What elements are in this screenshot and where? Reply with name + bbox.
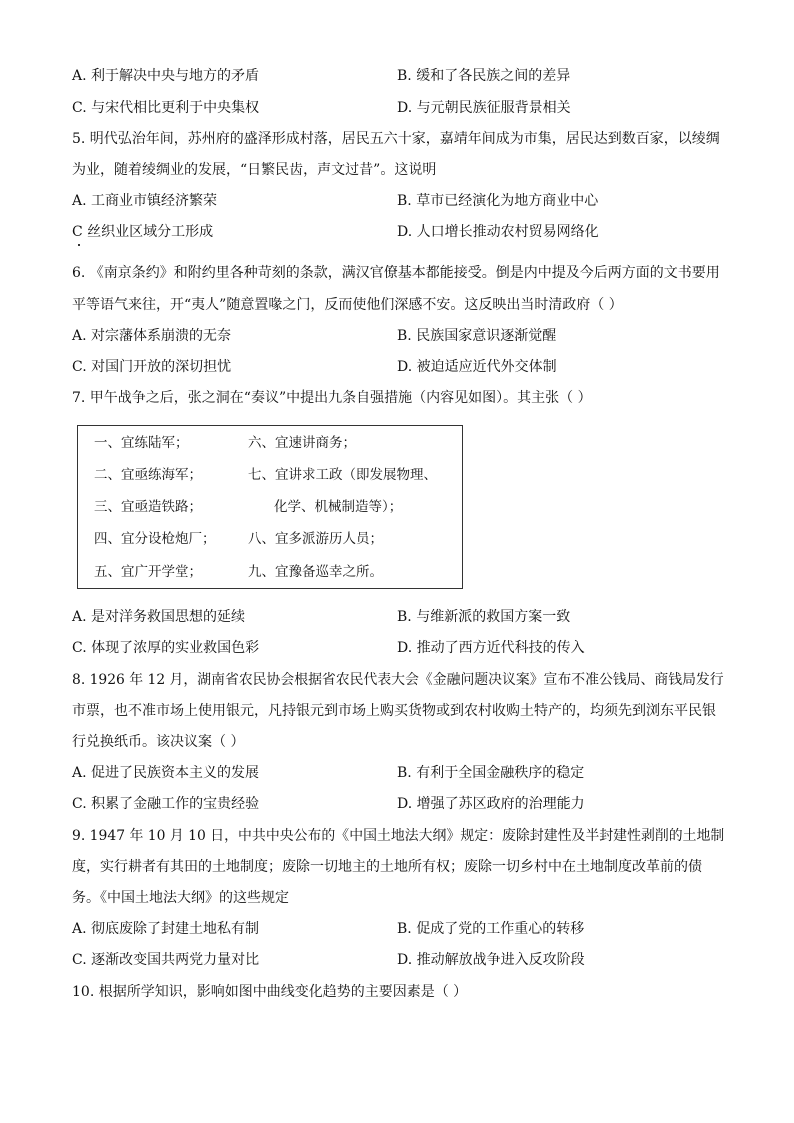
q6-stem-line-1: 6. 《南京条约》和附约里各种苛刻的条款，满汉官僚基本都能接受。倒是内中提及今后两方面的文书要用 (72, 265, 720, 281)
q6-option-a: A. 对宗藩体系崩溃的无奈 (72, 328, 232, 344)
q7-option-a: A. 是对洋务救国思想的延续 (72, 609, 246, 625)
q7-option-b: B. 与维新派的救国方案一致 (397, 609, 571, 625)
q7-measures-box (77, 425, 463, 589)
q9-option-d: D. 推动解放战争进入反攻阶段 (397, 952, 585, 968)
q5-option-b: B. 草市已经演化为地方商业中心 (397, 193, 599, 209)
q10-stem: 10. 根据所学知识，影响如图中曲线变化趋势的主要因素是（ ） (72, 984, 468, 1000)
q6-option-c: C. 对国门开放的深切担忧 (72, 359, 232, 375)
q4-option-c: C. 与宋代相比更利于中央集权 (72, 100, 260, 116)
q9-stem-line-1: 9. 1947 年 10 月 10 日，中共中央公布的《中国土地法大纲》规定：废除封建性及半封建性剥削的土地制 (72, 828, 725, 844)
q8-option-a: A. 促进了民族资本主义的发展 (72, 765, 260, 781)
q7-stem: 7. 甲午战争之后，张之洞在“奏议”中提出九条自强措施（内容见如图）。其主张（ ） (72, 390, 592, 406)
q8-option-d: D. 增强了苏区政府的治理能力 (397, 796, 585, 812)
q8-stem-line-2: 市票，也不准市场上使用银元，凡持银元到市场上购买货物或到农村收购土特产的，均须先到浏东平民银 (72, 703, 716, 719)
q9-option-b: B. 促成了党的工作重心的转移 (397, 921, 585, 937)
q8-option-b: B. 有利于全国金融秩序的稳定 (397, 765, 585, 781)
q6-option-b: B. 民族国家意识逐渐觉醒 (397, 328, 557, 344)
q7-option-d: D. 推动了西方近代科技的传入 (397, 640, 585, 656)
q5-stem-line-2: 为业，随着绫绸业的发展，“日繁民齿，声文过昔”。这说明 (72, 162, 437, 178)
q5-option-c: C 丝织业区域分工形成 (72, 224, 214, 240)
q8-stem-line-1: 8. 1926 年 12 月，湖南省农民协会根据省农民代表大会《金融问题决议案》宣布不准公钱局、商钱局发行 (72, 672, 724, 688)
measure-3: 三、宜亟造铁路； (94, 499, 202, 515)
q9-option-a: A. 彻底废除了封建土地私有制 (72, 921, 260, 937)
q4-option-b: B. 缓和了各民族之间的差异 (397, 68, 571, 84)
measure-1: 一、宜练陆军； (94, 435, 189, 451)
measure-7a: 七、宜讲求工政（即发展物理、 (248, 467, 437, 483)
q9-stem-line-2: 度，实行耕者有其田的土地制度；废除一切地主的土地所有权；废除一切乡村中在土地制度改革前的债 (72, 859, 702, 875)
measure-4: 四、宜分设枪炮厂； (94, 531, 216, 547)
q4-option-d: D. 与元朝民族征服背景相关 (397, 100, 571, 116)
stray-dot (78, 244, 80, 246)
q5-option-a: A. 工商业市镇经济繁荣 (72, 193, 218, 209)
q7-option-c: C. 体现了浓厚的实业救国色彩 (72, 640, 260, 656)
measure-7b: 化学、机械制造等）； (274, 499, 403, 515)
measure-2: 二、宜亟练海军； (94, 467, 202, 483)
measure-5: 五、宜广开学堂； (94, 564, 202, 580)
q5-option-d: D. 人口增长推动农村贸易网络化 (397, 224, 599, 240)
measure-6: 六、宜速讲商务； (248, 435, 356, 451)
q4-option-a: A. 利于解决中央与地方的矛盾 (72, 68, 260, 84)
q5-stem-line-1: 5. 明代弘治年间，苏州府的盛泽形成村落，居民五六十家，嘉靖年间成为市集，居民达到数百家，以绫绸 (72, 131, 720, 147)
q9-option-c: C. 逐渐改变国共两党力量对比 (72, 952, 260, 968)
measure-8: 八、宜多派游历人员； (248, 531, 383, 547)
q8-stem-line-3: 行兑换纸币。该决议案（ ） (72, 734, 245, 750)
q8-option-c: C. 积累了金融工作的宝贵经验 (72, 796, 260, 812)
q6-stem-line-2: 平等语气来往，开“夷人”随意置喙之门，反而使他们深感不安。这反映出当时清政府（ ） (72, 297, 623, 313)
q9-stem-line-3: 务。《中国土地法大纲》的这些规定 (72, 890, 289, 906)
measure-9: 九、宜豫备巡幸之所。 (248, 564, 383, 580)
q6-option-d: D. 被迫适应近代外交体制 (397, 359, 557, 375)
